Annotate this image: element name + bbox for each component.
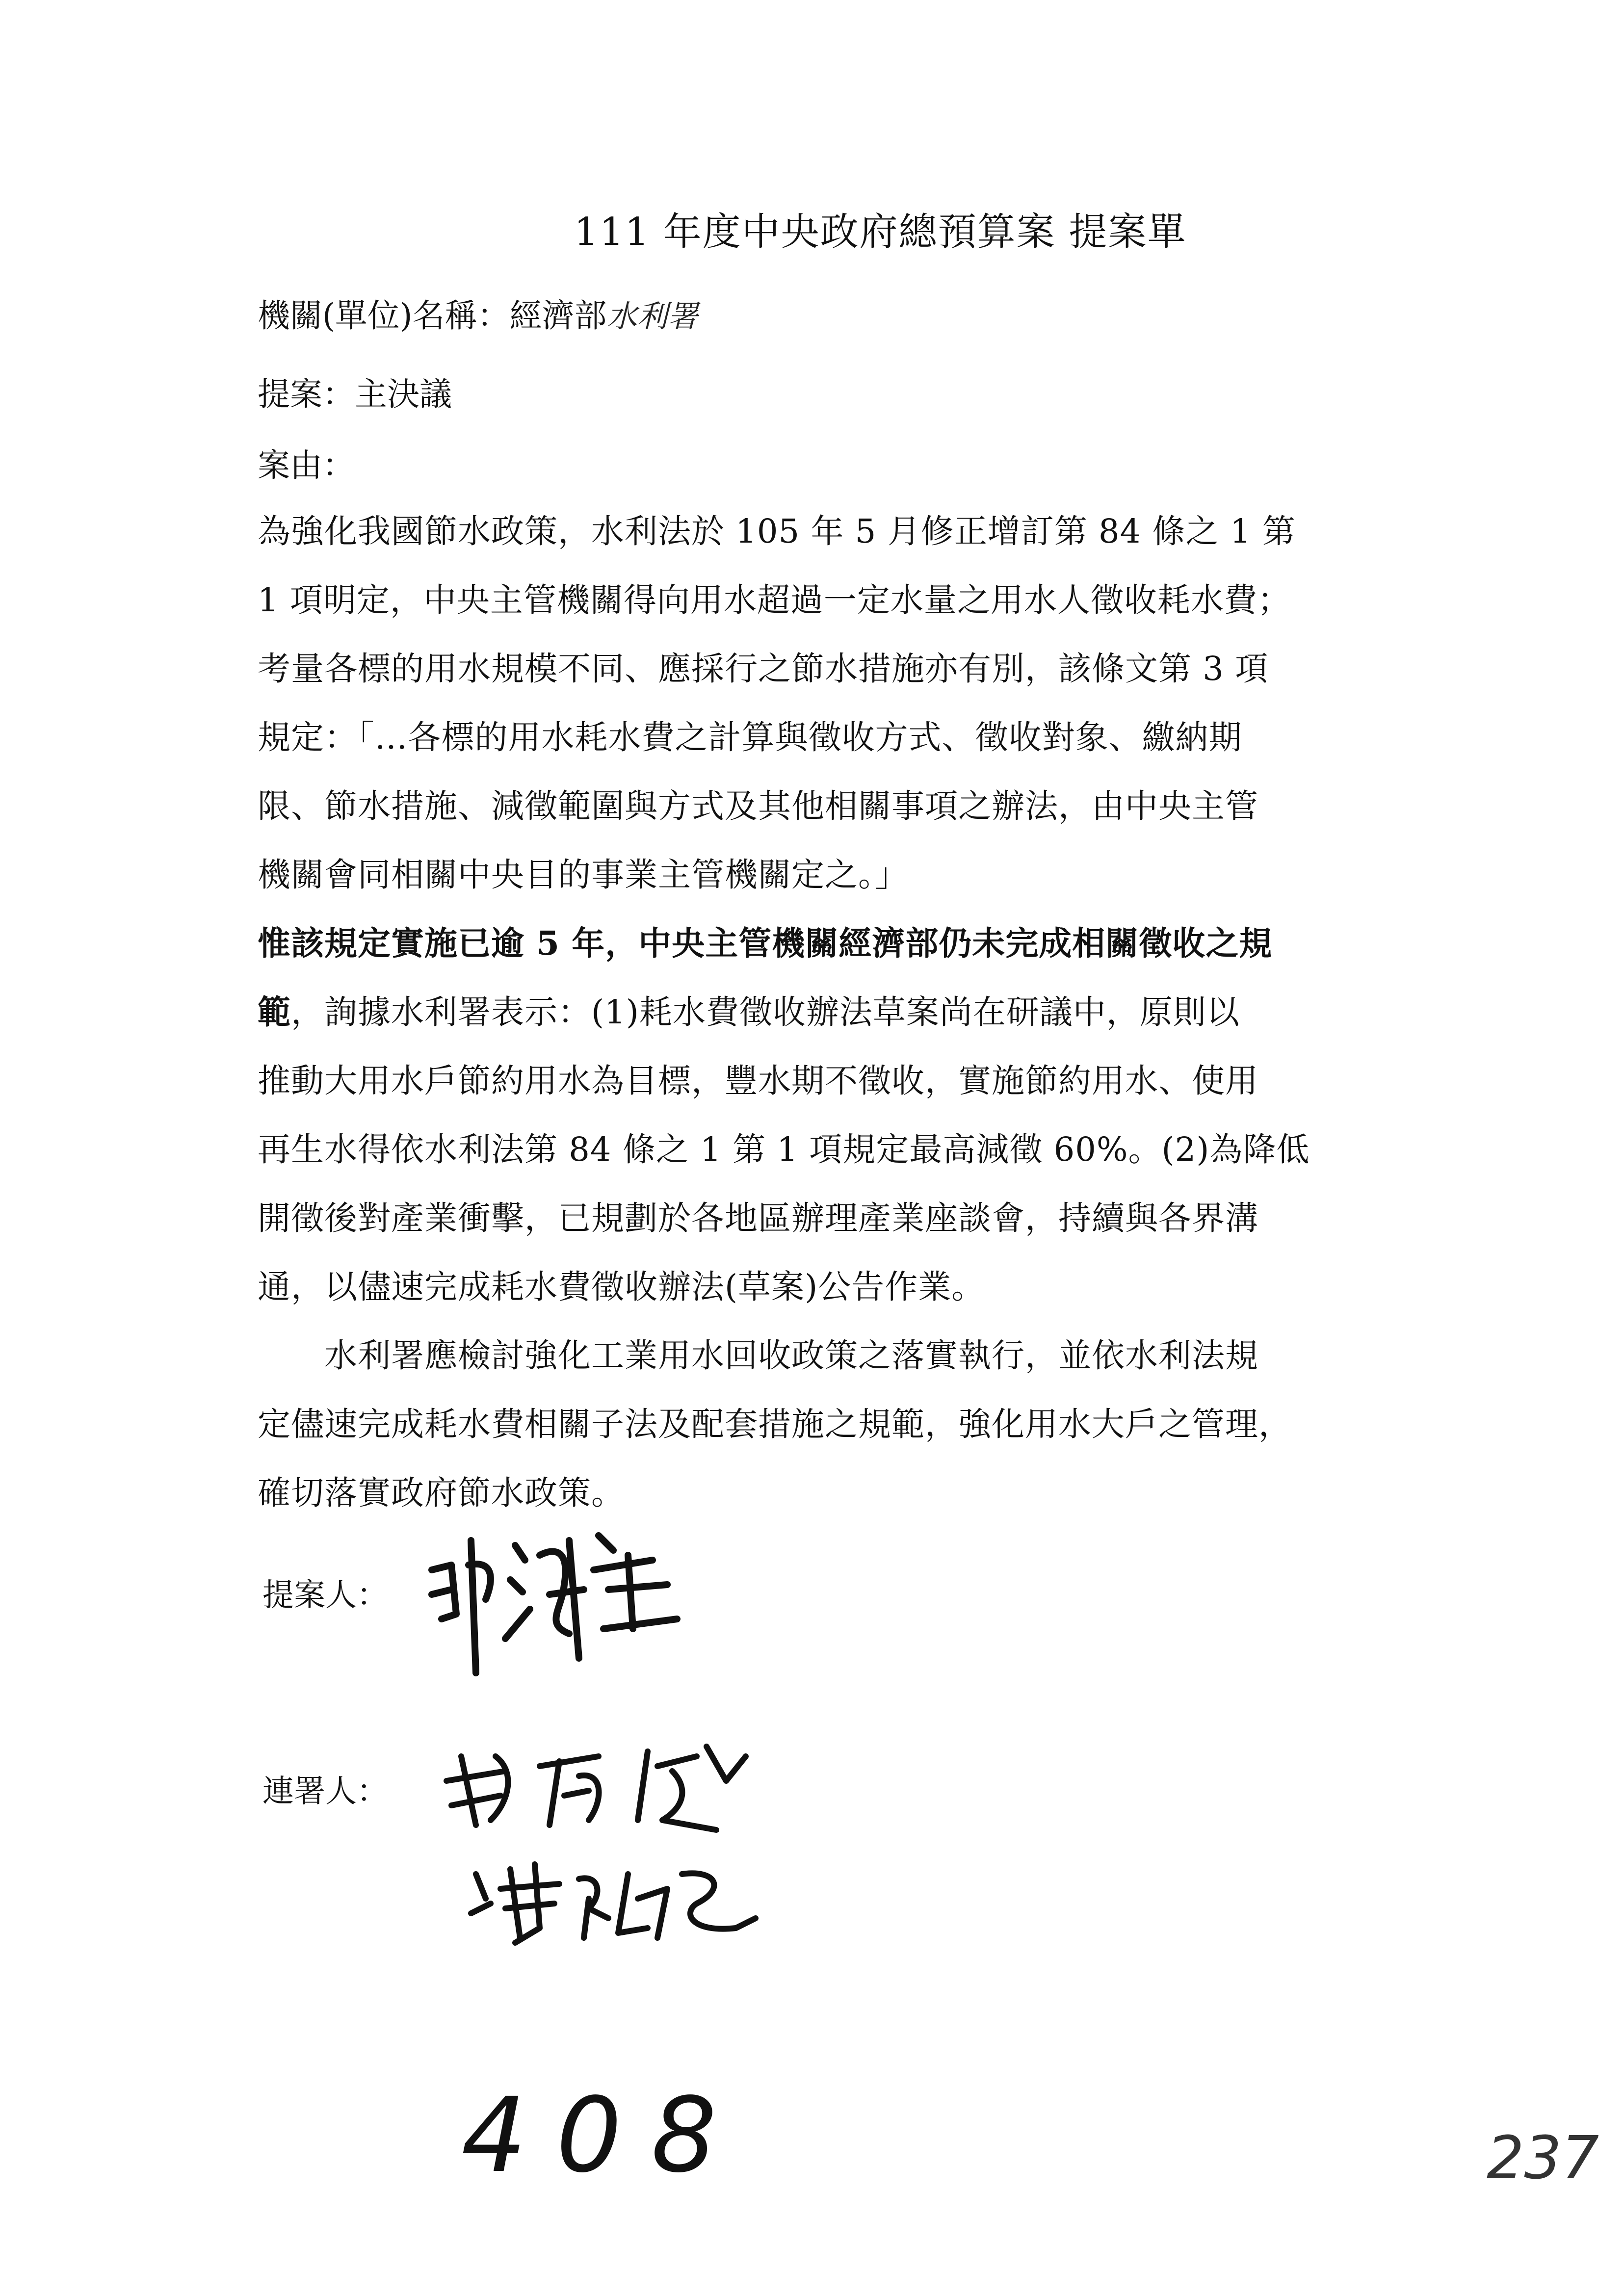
cosigner-label: 連署人： [262, 1774, 388, 1810]
paragraph3-line: 確切落實政府節水政策。 [258, 1474, 625, 1512]
paragraph1-line: 限、節水措施、減徵範圍與方式及其他相關事項之辦法，由中央主管 [258, 787, 1258, 825]
reason-label: 案由： [258, 446, 355, 484]
paragraph2-line [258, 986, 1240, 1033]
paragraph1-line: 考量各標的用水規模不同、應採行之節水措施亦有別，該條文第 3 項 [258, 650, 1269, 688]
paragraph3-line: 水利署應檢討強化工業用水回收政策之落實執行，並依水利法規 [258, 1336, 1258, 1375]
paragraph2-line: 再生水得依水利法第 84 條之 1 第 1 項規定最高減徵 60%。(2)為降低 [258, 1130, 1310, 1169]
paragraph2-fragment: ，詢據水利署表示：(1)耗水費徵收辦法草案尚在研議中，原則以 [291, 993, 1240, 1031]
document-title: 111 年度中央政府總預算案 提案單 [574, 210, 1187, 254]
agency-label: 機關(單位)名稱：經濟部 [258, 297, 607, 335]
paragraph1-line: 為強化我國節水政策，水利法於 105 年 5 月修正增訂第 84 條之 1 第 [258, 512, 1296, 550]
cosigner-signature [461, 1845, 765, 1953]
agency-handwritten: 水利署 [606, 298, 698, 334]
paragraph2-bold-line: 惟該規定實施已逾 5 年，中央主管機關經濟部仍未完成相關徵收之規 [258, 924, 1273, 963]
paragraph2-line: 推動大用水戶節約用水為目標，豐水期不徵收，實施節約用水、使用 [258, 1062, 1258, 1100]
proposer-signature [422, 1511, 697, 1688]
corner-number: 237 [1487, 2124, 1599, 2192]
cosigner-signature [442, 1727, 775, 1845]
paragraph2-line: 開徵後對產業衝擊，已規劃於各地區辦理產業座談會，持續與各界溝 [258, 1199, 1258, 1237]
paragraph2-bold-fragment: 範 [258, 992, 291, 1031]
paragraph3-line: 定儘速完成耗水費相關子法及配套措施之規範，強化用水大戶之管理， [258, 1405, 1292, 1443]
paragraph1-line: 規定：「…各標的用水耗水費之計算與徵收方式、徵收對象、繳納期 [258, 718, 1242, 757]
page-number: 408 [461, 2075, 746, 2195]
proposer-label: 提案人： [262, 1577, 388, 1614]
paragraph1-line: 機關會同相關中央目的事業主管機關定之。」 [258, 856, 909, 894]
agency-line [258, 289, 698, 336]
paragraph1-line: 1 項明定，中央主管機關得向用水超過一定水量之用水人徵收耗水費； [258, 581, 1291, 619]
paragraph2-line: 通，以儘速完成耗水費徵收辦法(草案)公告作業。 [258, 1268, 985, 1306]
proposal-type: 提案：主決議 [258, 375, 452, 413]
